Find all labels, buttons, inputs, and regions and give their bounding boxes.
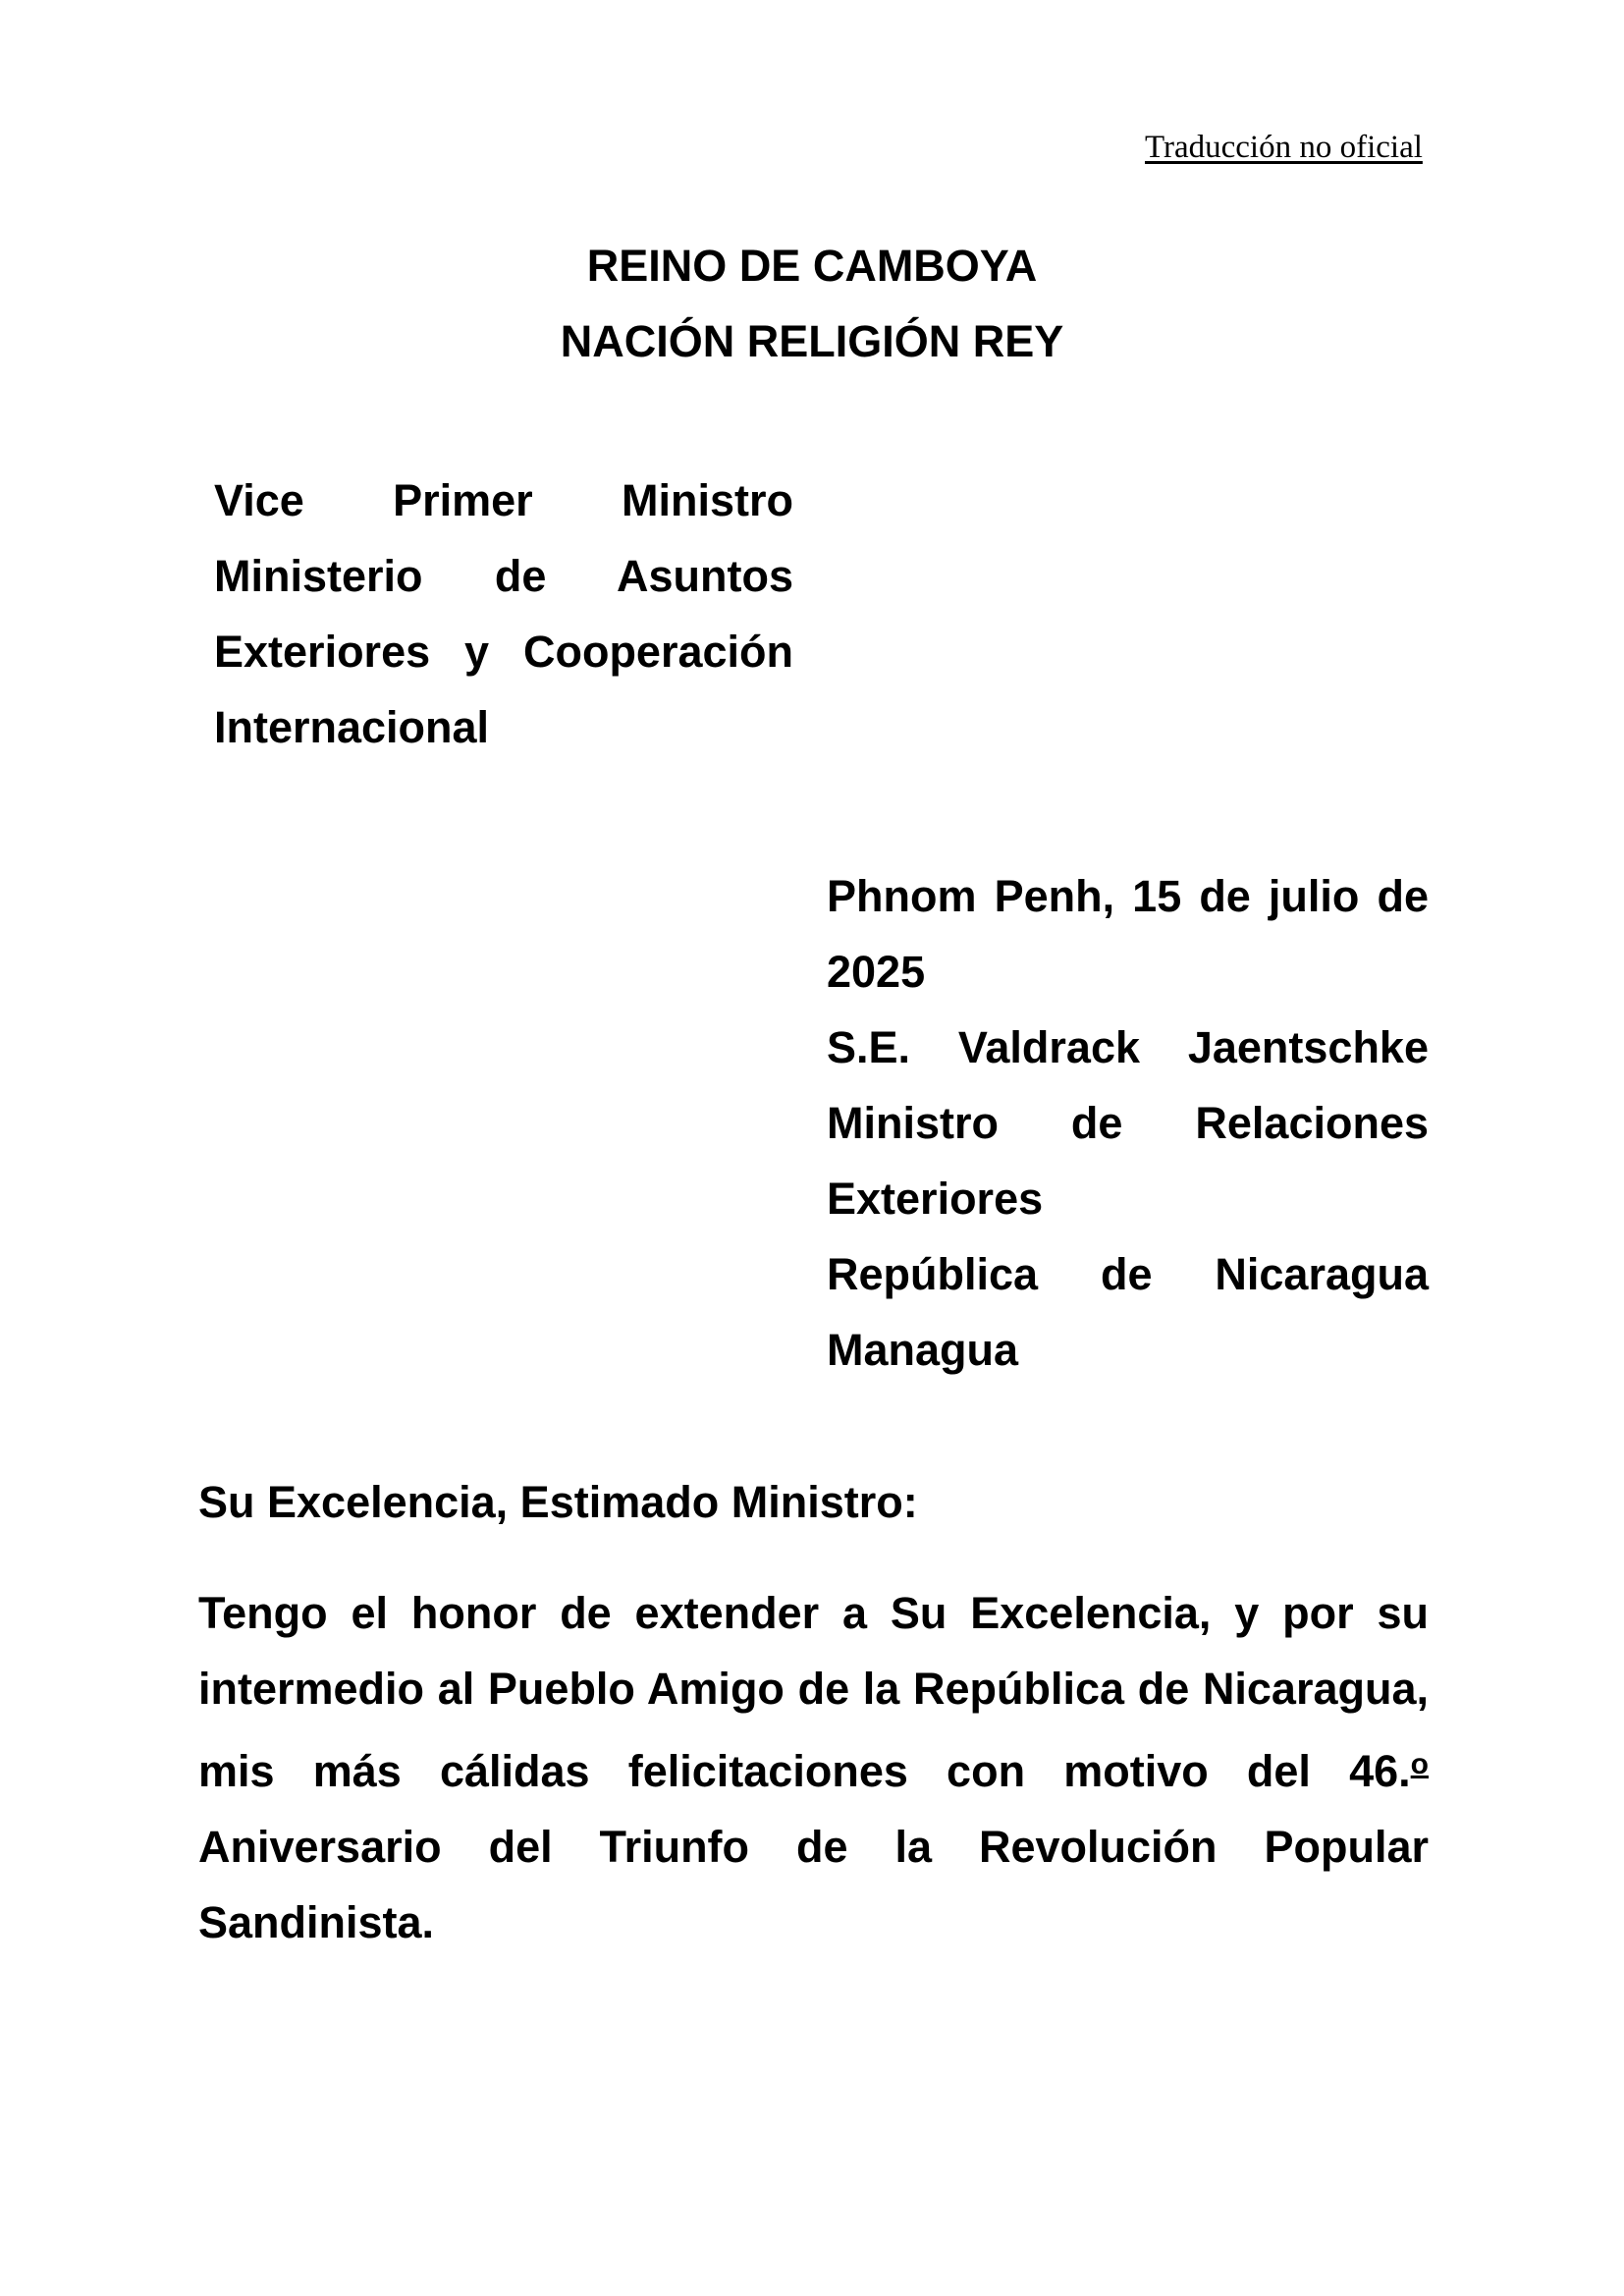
- text-line: Sandinista.: [198, 1897, 435, 1947]
- text-line: República de Nicaragua: [827, 1249, 1429, 1299]
- text-line: Phnom Penh, 15 de julio de: [827, 871, 1429, 921]
- text-line: Ministro de Relaciones: [827, 1098, 1429, 1148]
- text-line: Aniversario del Triunfo de la Revolución Popular: [198, 1822, 1429, 1872]
- ordinal-indicator: o: [1410, 1748, 1429, 1780]
- text-line: Ministerio de Asuntos: [214, 551, 793, 601]
- body-paragraph: [198, 1575, 1429, 1960]
- text-line: S.E. Valdrack Jaentschke: [827, 1022, 1429, 1072]
- document-title-line-1: REINO DE CAMBOYA: [586, 241, 1038, 291]
- document-title-line-2: NACIÓN RELIGIÓN REY: [560, 316, 1064, 366]
- text-line: Managua: [827, 1325, 1019, 1375]
- text-line: Exteriores y Cooperación: [214, 627, 793, 677]
- date-and-addressee-block: [827, 858, 1429, 1388]
- salutation-line: Su Excelencia, Estimado Ministro:: [198, 1477, 918, 1527]
- sender-letterhead-block: [214, 463, 793, 765]
- document-title: [0, 228, 1624, 379]
- unofficial-translation-note: Traducción no oficial: [1145, 130, 1423, 165]
- text-line: Internacional: [214, 702, 490, 752]
- text-line: intermedio al Pueblo Amigo de la República de Nicaragua,: [198, 1664, 1429, 1714]
- text-line: Exteriores: [827, 1174, 1044, 1224]
- text-line: Vice Primer Ministro: [214, 475, 793, 525]
- text-line: Tengo el honor de extender a Su Excelencia, y por su: [198, 1588, 1429, 1638]
- text-line: mis más cálidas felicitaciones con motivo del 46.$^o$: [198, 1746, 1429, 1796]
- text-line: 2025: [827, 947, 926, 997]
